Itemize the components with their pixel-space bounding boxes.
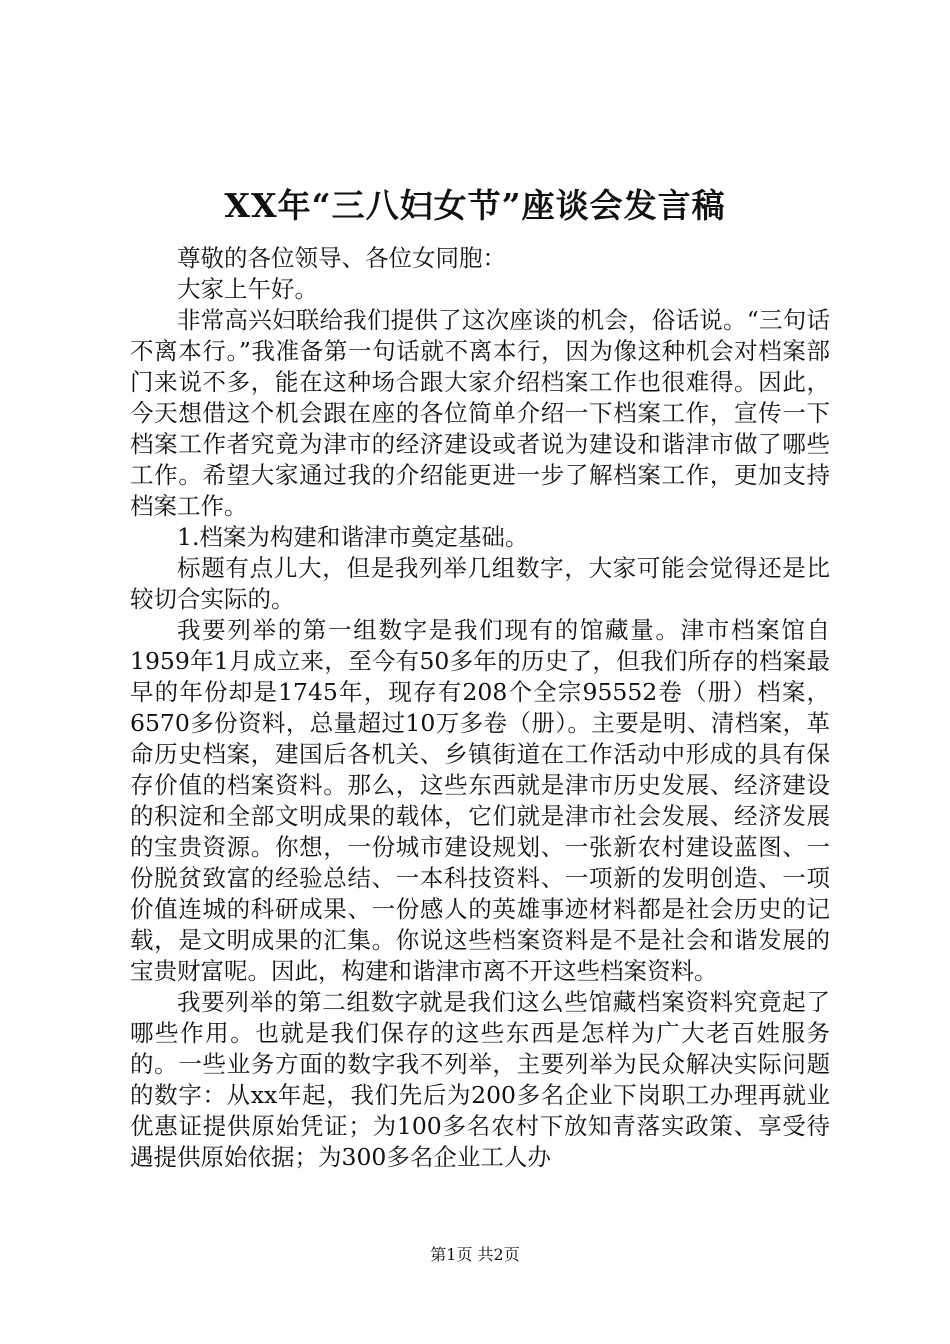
document-body <box>130 243 830 1173</box>
paragraph-section-heading: 1.档案为构建和谐津市奠定基础。 <box>177 523 529 551</box>
paragraph-greeting: 大家上午好。 <box>177 275 318 303</box>
document-title: XX年“三八妇女节”座谈会发言稿 <box>224 186 726 225</box>
paragraph-intro: 非常高兴妇联给我们提供了这次座谈的机会，俗话说。“三句话不离本行。”我准备第一句话就不离本行，因为像这种机会对档案部门来说不多，能在这种场合跟大家介绍档案工作也很难得。因此，今天想借这个机会跟在座的各位简单介绍一下档案工作，宣传一下档案工作者究竟为津市的经济建设或者说为建设和谐津市做了哪些工作。希望大家通过我的介绍能更进一步了解档案工作，更加支持档案工作。 <box>130 306 830 520</box>
page-footer: 第1页 共2页 <box>430 1245 520 1264</box>
paragraph-first-numbers: 我要列举的第一组数字是我们现有的馆藏量。津市档案馆自1959年1月成立来，至今有50多年的历史了，但我们所存的档案最早的年份却是1745年，现存有208个全宗95552卷（册）档案，6570多份资料，总量超过10万多卷（册）。主要是明、清档案，革命历史档案，建国后各机关、乡镇街道在工作活动中形成的具有保存价值的档案资料。那么，这些东西就是津市历史发展、经济建设的积淀和全部文明成果的载体，它们就是津市社会发展、经济发展的宝贵资源。你想，一份城市建设规划、一张新农村建设蓝图、一份脱贫致富的经验总结、一本科技资料、一项新的发明创造、一项价值连城的科研成果、一份感人的英雄事迹材料都是社会历史的记载，是文明成果的汇集。你说这些档案资料是不是社会和谐发展的宝贵财富呢。因此，构建和谐津市离不开这些档案资料。 <box>130 616 830 985</box>
paragraph-second-numbers: 我要列举的第二组数字就是我们这么些馆藏档案资料究竟起了哪些作用。也就是我们保存的这些东西是怎样为广大老百姓服务的。一些业务方面的数字我不列举，主要列举为民众解决实际问题的数字：从xx年起，我们先后为200多名企业下岗职工办理再就业优惠证提供原始凭证；为100多名农村下放知青落实政策、享受待遇提供原始依据；为300多名企业工人办 <box>130 988 830 1171</box>
paragraph-salutation: 尊敬的各位领导、各位女同胞： <box>177 244 506 272</box>
paragraph-section-lead: 标题有点儿大，但是我列举几组数字，大家可能会觉得还是比较切合实际的。 <box>130 554 830 613</box>
